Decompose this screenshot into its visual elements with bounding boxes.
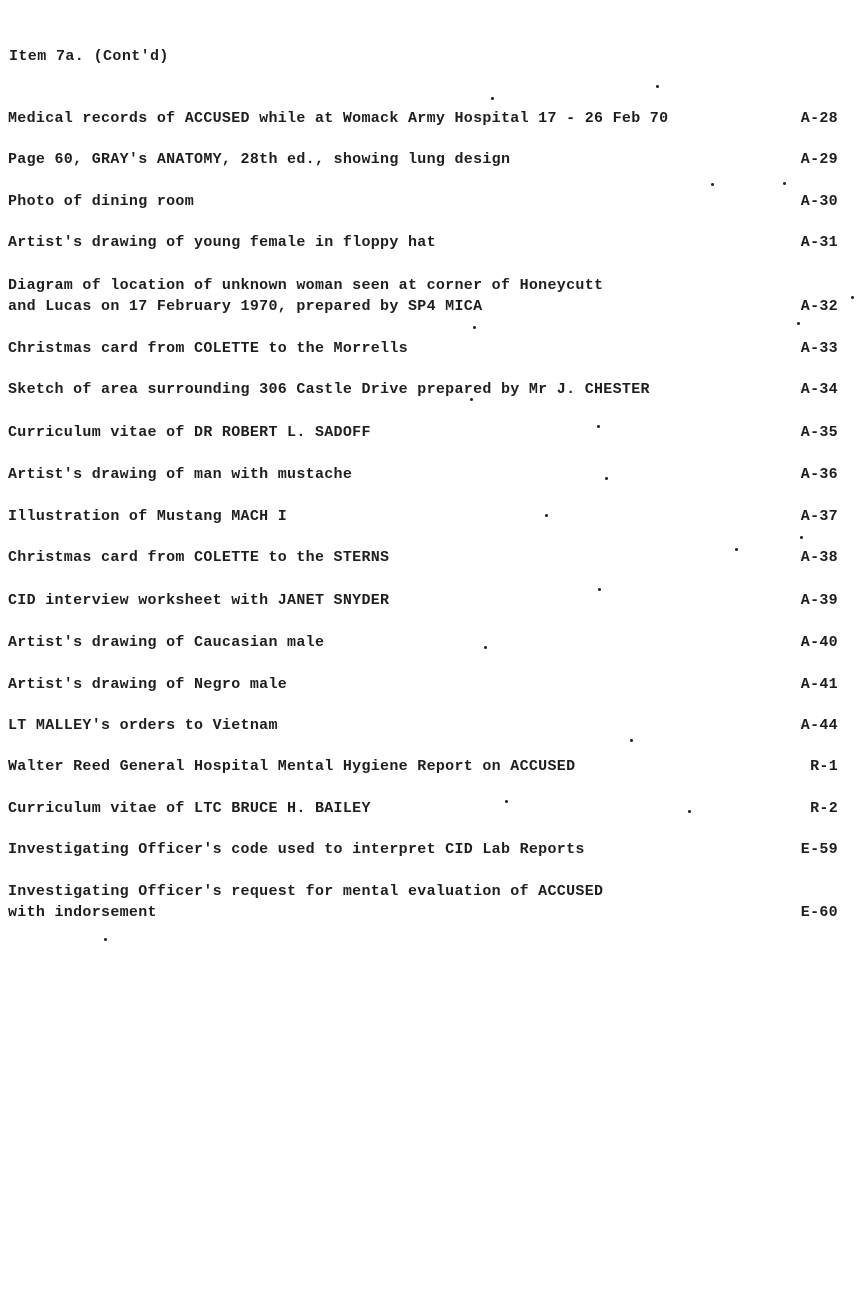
scan-speck (598, 588, 601, 591)
exhibit-code: A-44 (800, 717, 838, 734)
scan-speck (484, 646, 487, 649)
exhibit-code: A-30 (800, 193, 838, 210)
scan-speck (656, 85, 659, 88)
exhibit-description: Illustration of Mustang MACH I (8, 508, 288, 525)
scan-speck (491, 97, 494, 100)
exhibit-code: R-1 (810, 758, 838, 775)
exhibit-description: Diagram of location of unknown woman seen at corner of Honeycutt and Lucas on 17 February 1970, prepared by SP4 MICA (8, 277, 604, 315)
exhibit-description: Page 60, GRAY's ANATOMY, 28th ed., showing lung design (8, 151, 511, 168)
scan-speck (630, 739, 633, 742)
page-heading: Item 7a. (Cont'd) (9, 48, 169, 65)
scan-speck (473, 326, 476, 329)
exhibit-code: A-38 (800, 549, 838, 566)
exhibit-code: A-35 (800, 424, 838, 441)
exhibit-code: A-31 (800, 234, 838, 251)
exhibit-code: A-37 (800, 508, 838, 525)
scan-speck (851, 296, 854, 299)
exhibit-code: A-36 (800, 466, 838, 483)
scan-speck (597, 425, 600, 428)
exhibit-code: A-40 (800, 634, 838, 651)
scan-speck (505, 800, 508, 803)
scan-speck (688, 810, 691, 813)
exhibit-code: E-60 (800, 904, 838, 921)
exhibit-description: Investigating Officer's code used to interpret CID Lab Reports (8, 841, 585, 858)
exhibit-description: Photo of dining room (8, 193, 195, 210)
exhibit-description: Sketch of area surrounding 306 Castle Drive prepared by Mr J. CHESTER (8, 381, 650, 398)
exhibit-description: Medical records of ACCUSED while at Womack Army Hospital 17 - 26 Feb 70 (8, 110, 669, 127)
scan-speck (605, 477, 608, 480)
scan-speck (711, 183, 714, 186)
exhibit-code: A-29 (800, 151, 838, 168)
scan-speck (797, 322, 800, 325)
exhibit-code: A-34 (800, 381, 838, 398)
exhibit-code: A-41 (800, 676, 838, 693)
exhibit-code: E-59 (800, 841, 838, 858)
exhibit-description: Investigating Officer's request for mental evaluation of ACCUSED with indorsement (8, 883, 604, 921)
exhibit-description: Artist's drawing of Negro male (8, 676, 288, 693)
exhibit-code: A-39 (800, 592, 838, 609)
exhibit-description: Walter Reed General Hospital Mental Hygiene Report on ACCUSED (8, 758, 576, 775)
exhibit-description: Artist's drawing of young female in floppy hat (8, 234, 436, 251)
scan-speck (470, 398, 473, 401)
scan-speck (800, 536, 803, 539)
scan-speck (735, 548, 738, 551)
scan-speck (783, 182, 786, 185)
exhibit-description: CID interview worksheet with JANET SNYDER (8, 592, 390, 609)
exhibit-description: Christmas card from COLETTE to the Morrells (8, 340, 408, 357)
scan-speck (104, 938, 107, 941)
scan-speck (545, 514, 548, 517)
exhibit-code: A-32 (800, 298, 838, 315)
exhibit-description: Artist's drawing of man with mustache (8, 466, 353, 483)
exhibit-description: Artist's drawing of Caucasian male (8, 634, 325, 651)
exhibit-description: Christmas card from COLETTE to the STERNS (8, 549, 390, 566)
exhibit-code: R-2 (810, 800, 838, 817)
exhibit-description: Curriculum vitae of DR ROBERT L. SADOFF (8, 424, 371, 441)
exhibit-description: Curriculum vitae of LTC BRUCE H. BAILEY (8, 800, 371, 817)
exhibit-code: A-33 (800, 340, 838, 357)
exhibit-code: A-28 (800, 110, 838, 127)
exhibit-description: LT MALLEY's orders to Vietnam (8, 717, 278, 734)
